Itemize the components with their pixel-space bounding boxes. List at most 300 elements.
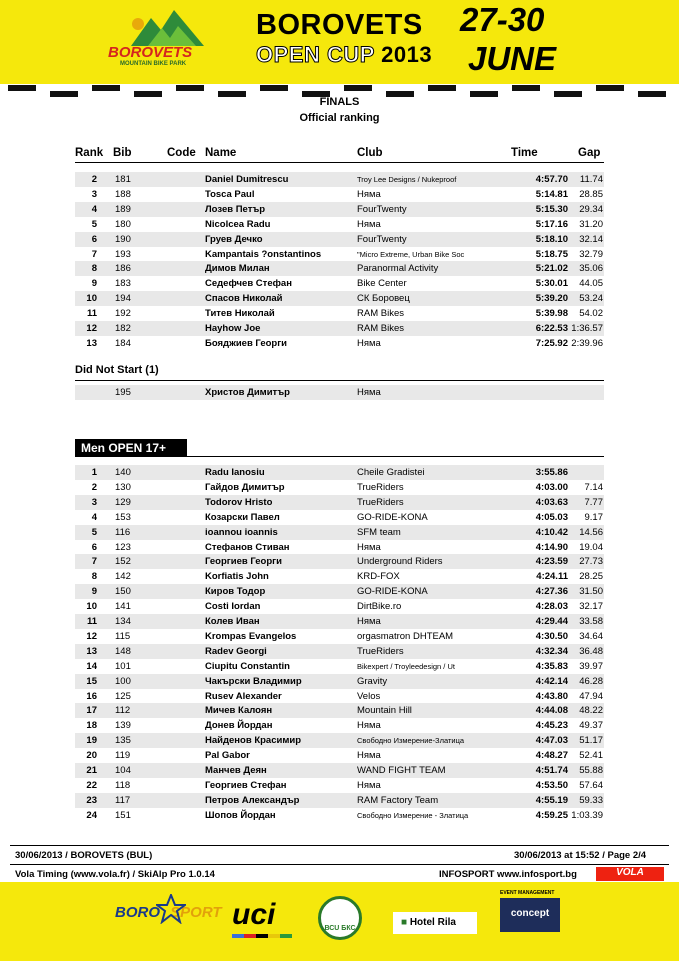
time-cell: 4:29.44	[535, 616, 568, 627]
club-cell: Няма	[357, 218, 381, 230]
rank-cell: 3	[91, 496, 97, 508]
time-cell: 5:17.16	[535, 218, 568, 230]
header-banner	[0, 0, 679, 84]
name-cell: Георгиев Стефан	[205, 779, 287, 791]
club-cell: Няма	[357, 541, 381, 553]
table-row	[75, 569, 604, 584]
time-cell: 5:14.81	[535, 188, 568, 200]
name-cell: Krompas Evangelos	[205, 630, 297, 642]
bib-cell: 148	[115, 645, 131, 657]
name-cell: Колев Иван	[205, 616, 260, 627]
footer-left: 30/06/2013 / BOROVETS (BUL)	[15, 850, 153, 861]
time-cell: 4:43.80	[535, 690, 568, 702]
table-row	[75, 306, 604, 321]
name-cell: Лозев Петър	[205, 203, 266, 215]
time-cell: 4:48.27	[535, 750, 568, 762]
bib-cell: 193	[115, 248, 131, 260]
name-cell: Донев Йордан	[205, 720, 273, 732]
event-subtitle: OPEN CUP 2013	[256, 42, 433, 67]
rank-cell: 5	[91, 218, 97, 230]
gap-cell: 27.73	[579, 556, 603, 568]
rank-cell: 18	[86, 720, 97, 732]
rank-cell: 23	[86, 794, 97, 806]
club-cell: Свободно Измерение-Златица	[357, 736, 465, 746]
name-cell: Георгиев Георги	[205, 556, 282, 568]
rank-cell: 7	[91, 556, 97, 568]
time-cell: 4:45.23	[535, 720, 568, 732]
time-cell: 6:22.53	[535, 323, 568, 334]
event-mgmt-label: EVENT MANAGEMENT	[500, 890, 555, 896]
club-cell: WAND FIGHT TEAM	[357, 765, 446, 776]
rank-cell: 6	[91, 233, 97, 245]
gap-cell: 14.56	[579, 526, 603, 538]
table-row	[75, 510, 604, 525]
logo-brand: BOROVETS	[108, 44, 193, 61]
gap-cell: 31.20	[579, 218, 603, 230]
col-bib: Bib	[113, 147, 132, 159]
name-cell: Титев Николай	[205, 308, 275, 320]
table-row	[75, 644, 604, 659]
boro-sport-logo: BORO SPORT	[115, 904, 222, 921]
rank-cell: 20	[86, 750, 97, 762]
table-row	[75, 763, 604, 778]
club-cell: RAM Bikes	[357, 323, 404, 334]
rank-cell: 4	[91, 203, 97, 215]
name-cell: Седефчев Стефан	[205, 278, 292, 290]
club-cell: Няма	[357, 337, 381, 349]
club-cell: FourTwenty	[357, 203, 407, 215]
name-cell: Мичев Калоян	[205, 705, 273, 717]
club-cell: Няма	[357, 750, 381, 762]
gap-cell: 19.04	[579, 541, 603, 553]
time-cell: 5:18.75	[535, 248, 568, 260]
doc-subheading: Official ranking	[299, 112, 380, 124]
table-row	[75, 540, 604, 555]
name-cell: Христов Димитър	[205, 387, 290, 398]
rank-cell: 11	[86, 308, 97, 320]
col-gap: Gap	[578, 147, 601, 159]
gap-cell: 51.17	[579, 735, 603, 747]
table-row	[75, 689, 604, 704]
gap-cell: 32.14	[579, 233, 603, 245]
name-cell: Rusev Alexander	[205, 690, 282, 702]
bib-cell: 189	[115, 203, 131, 215]
name-cell: Груев Дечко	[205, 233, 263, 245]
sponsor-band	[0, 882, 679, 961]
table-row	[75, 480, 604, 495]
concept-logo: concept	[500, 898, 560, 932]
club-cell: GO-RIDE-KONA	[357, 586, 428, 598]
table-row	[75, 659, 604, 674]
time-cell: 4:42.14	[535, 675, 568, 687]
rank-cell: 12	[86, 323, 97, 334]
name-cell: Korfiatis John	[205, 571, 269, 583]
name-cell: Козарски Павел	[205, 511, 280, 523]
bib-cell: 151	[115, 809, 131, 821]
table-row	[75, 202, 604, 217]
bib-cell: 140	[115, 467, 131, 478]
name-cell: Kampantais ?onstantinos	[205, 248, 322, 260]
table-row	[75, 584, 604, 599]
rank-cell: 6	[91, 541, 97, 553]
uci-logo: uci	[232, 898, 276, 931]
club-cell: orgasmatron DHTEAM	[357, 630, 454, 642]
bib-cell: 194	[115, 293, 131, 305]
bib-cell: 186	[115, 263, 131, 275]
time-cell: 4:03.00	[535, 481, 568, 493]
rank-cell: 8	[91, 571, 97, 583]
club-cell: FourTwenty	[357, 233, 407, 245]
table-row	[75, 808, 604, 823]
bsu-logo: ВСU БКС	[318, 896, 362, 940]
footer-rule-2	[10, 864, 669, 865]
time-cell: 4:53.50	[535, 779, 568, 791]
club-cell: SFM team	[357, 526, 401, 538]
category-rule	[75, 456, 604, 457]
club-cell: СК Боровец	[357, 293, 410, 305]
gap-cell: 53.24	[579, 293, 603, 305]
name-cell: Costi Iordan	[205, 601, 261, 613]
table-row	[75, 217, 604, 232]
time-cell: 7:25.92	[535, 337, 568, 349]
col-rank: Rank	[75, 147, 104, 159]
time-cell: 4:14.90	[535, 541, 568, 553]
gap-cell: 47.94	[579, 690, 603, 702]
bib-cell: 119	[115, 750, 131, 762]
bib-cell: 150	[115, 586, 131, 598]
time-cell: 4:24.11	[536, 571, 568, 583]
rank-cell: 13	[86, 645, 97, 657]
rank-cell: 8	[91, 263, 97, 275]
bib-cell: 195	[115, 387, 131, 398]
table-row	[75, 465, 604, 480]
gap-cell: 32.17	[579, 601, 603, 613]
dash-segment	[8, 85, 36, 91]
table-row	[75, 599, 604, 614]
bib-cell: 139	[115, 720, 131, 732]
gap-cell: 2:39.96	[571, 337, 603, 349]
gap-cell: 29.34	[579, 203, 603, 215]
name-cell: Шопов Йордан	[205, 809, 276, 821]
time-cell: 4:28.03	[535, 601, 568, 613]
rank-cell: 21	[86, 765, 97, 776]
event-month: JUNE	[468, 40, 557, 77]
time-cell: 4:44.08	[535, 705, 568, 717]
club-cell: Свободно Измерение - Златица	[357, 810, 469, 820]
dns-label: Did Not Start (1)	[75, 364, 159, 376]
club-cell: "Micro Extreme, Urban Bike Soc	[357, 249, 465, 259]
table-row	[75, 733, 604, 748]
rank-cell: 1	[91, 467, 97, 478]
star-icon	[156, 894, 186, 924]
name-cell: Димов Милан	[205, 263, 270, 275]
infosport-credit: INFOSPORT www.infosport.bg	[439, 869, 577, 880]
name-cell: Киров Тодор	[205, 586, 266, 598]
name-cell: Tosca Paul	[205, 188, 255, 200]
table-row	[75, 703, 604, 718]
table-row	[75, 674, 604, 689]
gap-cell: 54.02	[579, 308, 603, 320]
time-cell: 5:21.02	[535, 263, 568, 275]
bib-cell: 134	[115, 616, 131, 627]
dash-segment	[92, 85, 120, 91]
rank-cell: 5	[91, 526, 97, 538]
club-cell: Bikexpert / Troyleedesign / Ut	[357, 661, 455, 671]
gap-cell: 7.77	[584, 496, 603, 508]
name-cell: Найденов Красимир	[205, 735, 301, 747]
time-cell: 4:32.34	[535, 645, 568, 657]
club-cell: RAM Bikes	[357, 308, 404, 320]
gap-cell: 7.14	[584, 481, 603, 493]
name-cell: Hayhow Joe	[205, 323, 261, 334]
rank-cell: 24	[86, 809, 97, 821]
club-cell: TrueRiders	[357, 645, 404, 657]
col-time: Time	[511, 147, 538, 159]
club-cell: Няма	[357, 779, 381, 791]
col-code: Code	[167, 147, 196, 159]
gap-cell: 55.88	[579, 765, 603, 776]
dash-segment	[428, 85, 456, 91]
rank-cell: 15	[86, 675, 97, 687]
club-cell: Velos	[357, 690, 381, 702]
bib-cell: 104	[115, 765, 131, 776]
bib-cell: 117	[115, 794, 131, 806]
gap-cell: 59.33	[579, 794, 603, 806]
bib-cell: 153	[115, 511, 131, 523]
table-row	[75, 336, 604, 351]
name-cell: Radev Georgi	[205, 645, 267, 657]
name-cell: Ciupitu Constantin	[205, 660, 290, 672]
gap-cell: 9.17	[584, 511, 603, 523]
category-label: Men OPEN 17+	[75, 439, 187, 457]
rank-cell: 7	[91, 248, 97, 260]
bib-cell: 101	[115, 660, 131, 672]
time-cell: 5:39.98	[535, 308, 568, 320]
event-dates: 27-30	[460, 1, 545, 38]
time-cell: 4:35.83	[535, 660, 568, 672]
name-cell: Todorov Hristo	[205, 496, 273, 508]
table-row	[75, 187, 604, 202]
rank-cell: 2	[91, 481, 97, 493]
club-cell: Gravity	[357, 675, 388, 687]
name-cell: Чакърски Владимир	[205, 675, 302, 687]
club-cell: DirtBike.ro	[357, 601, 402, 613]
bib-cell: 125	[115, 690, 131, 702]
dash-segment	[260, 85, 288, 91]
name-cell: Pal Gabor	[205, 750, 250, 762]
club-cell: Troy Lee Designs / Nukeproof	[357, 175, 457, 184]
dns-rule	[75, 380, 604, 381]
gap-cell: 33.58	[579, 616, 603, 627]
table-row	[75, 276, 604, 291]
gap-cell: 52.41	[579, 750, 603, 762]
rank-cell: 11	[86, 616, 97, 627]
gap-cell: 46.28	[579, 675, 603, 687]
name-cell: Nicolcea Radu	[205, 218, 271, 230]
bib-cell: 181	[115, 174, 131, 185]
bib-cell: 182	[115, 323, 131, 334]
table-row	[75, 291, 604, 306]
table-row	[75, 748, 604, 763]
uci-stripes	[232, 934, 292, 938]
time-cell: 4:27.36	[535, 586, 568, 598]
bib-cell: 188	[115, 188, 131, 200]
bib-cell: 115	[115, 630, 131, 642]
bib-cell: 142	[115, 571, 131, 583]
gap-cell: 48.22	[579, 705, 603, 717]
club-cell: Няма	[357, 188, 381, 200]
name-cell: Стефанов Стиван	[205, 541, 290, 553]
table-row	[75, 718, 604, 733]
time-cell: 4:51.74	[535, 765, 568, 776]
rank-cell: 9	[91, 278, 97, 290]
table-row	[75, 232, 604, 247]
doc-heading: FINALS	[319, 96, 360, 108]
gap-cell: 36.48	[579, 645, 603, 657]
dash-segment	[512, 85, 540, 91]
club-cell: Bike Center	[357, 278, 407, 290]
time-cell: 4:03.63	[535, 496, 568, 508]
time-cell: 4:10.42	[535, 526, 568, 538]
gap-cell: 32.79	[579, 248, 603, 260]
event-title: BOROVETS	[256, 9, 423, 41]
table-row	[75, 247, 604, 262]
bib-cell: 190	[115, 233, 131, 245]
club-cell: TrueRiders	[357, 481, 404, 493]
gap-cell: 28.85	[579, 188, 603, 200]
table-row	[75, 629, 604, 644]
bib-cell: 130	[115, 481, 131, 493]
gap-cell: 31.50	[579, 586, 603, 598]
club-cell: GO-RIDE-KONA	[357, 511, 428, 523]
time-cell: 4:30.50	[535, 630, 568, 642]
dash-segment	[176, 85, 204, 91]
logo-sub: MOUNTAIN BIKE PARK	[120, 61, 187, 67]
bib-cell: 118	[115, 779, 131, 791]
bib-cell: 123	[115, 541, 131, 553]
gap-cell: 39.97	[579, 660, 603, 672]
time-cell: 4:47.03	[535, 735, 568, 747]
hotel-rila-logo: ■ Hotel Rila	[393, 912, 477, 934]
table-row	[75, 321, 604, 336]
time-cell: 5:18.10	[535, 233, 568, 245]
name-cell: Гайдов Димитър	[205, 481, 285, 493]
table-row	[75, 554, 604, 569]
table-row	[75, 778, 604, 793]
table-row	[75, 495, 604, 510]
gap-cell: 1:03.39	[571, 809, 603, 821]
gap-cell: 34.64	[579, 630, 603, 642]
club-cell: Mountain Hill	[357, 705, 412, 717]
bib-cell: 112	[115, 705, 131, 717]
time-cell: 5:15.30	[535, 203, 568, 215]
time-cell: 5:30.01	[535, 278, 568, 290]
rank-cell: 3	[91, 188, 97, 200]
col-name: Name	[205, 147, 237, 159]
bib-cell: 184	[115, 337, 131, 349]
bib-cell: 180	[115, 218, 131, 230]
dash-segment	[596, 85, 624, 91]
name-cell: Бояджиев Георги	[205, 337, 288, 349]
time-cell: 5:39.20	[535, 293, 568, 305]
club-cell: TrueRiders	[357, 496, 404, 508]
rank-cell: 19	[86, 735, 97, 747]
gap-cell: 11.74	[579, 174, 603, 185]
name-cell: Daniel Dumitrescu	[205, 174, 289, 185]
gap-cell: 57.64	[579, 779, 603, 791]
mountain-logo-icon	[126, 8, 206, 48]
club-cell: Няма	[357, 616, 381, 627]
time-cell: 3:55.86	[535, 467, 568, 478]
name-cell: ioannou ioannis	[205, 526, 278, 538]
club-cell: Няма	[357, 720, 381, 732]
bib-cell: 135	[115, 735, 131, 747]
time-cell: 4:05.03	[535, 511, 568, 523]
vola-logo: VOLA	[596, 867, 664, 881]
rank-cell: 2	[91, 174, 97, 185]
rank-cell: 10	[86, 293, 97, 305]
club-cell: Няма	[357, 387, 381, 398]
club-cell: Underground Riders	[357, 556, 443, 568]
rank-cell: 10	[86, 601, 97, 613]
rank-cell: 22	[86, 779, 97, 791]
rank-cell: 4	[91, 511, 97, 523]
club-cell: Cheile Gradistei	[357, 467, 425, 478]
rank-cell: 16	[86, 690, 97, 702]
gap-cell: 44.05	[579, 278, 603, 290]
time-cell: 4:59.25	[535, 809, 568, 821]
bib-cell: 192	[115, 308, 131, 320]
rank-cell: 17	[86, 705, 97, 717]
time-cell: 4:57.70	[535, 174, 568, 185]
bib-cell: 100	[115, 675, 131, 687]
table-row	[75, 385, 604, 400]
bib-cell: 183	[115, 278, 131, 290]
col-club: Club	[357, 147, 383, 159]
club-cell: KRD-FOX	[357, 571, 400, 583]
timing-credit: Vola Timing (www.vola.fr) / SkiAlp Pro 1.0.14	[15, 869, 215, 880]
name-cell: Петров Александър	[205, 794, 300, 806]
rank-cell: 13	[86, 337, 97, 349]
gap-cell: 28.25	[579, 571, 603, 583]
footer-rule	[10, 845, 669, 846]
bib-cell: 141	[115, 601, 131, 613]
table-row	[75, 525, 604, 540]
gap-cell: 49.37	[579, 720, 603, 732]
header-rule	[75, 162, 604, 163]
club-cell: Paranormal Activity	[357, 263, 439, 275]
rank-cell: 12	[86, 630, 97, 642]
name-cell: Спасов Николай	[205, 293, 283, 305]
dash-segment	[344, 85, 372, 91]
time-cell: 4:55.19	[535, 794, 568, 806]
table-row	[75, 172, 604, 187]
club-cell: RAM Factory Team	[357, 794, 439, 806]
bib-cell: 152	[115, 556, 131, 568]
borovets-logo	[108, 8, 208, 70]
footer-right: 30/06/2013 at 15:52 / Page 2/4	[514, 850, 647, 861]
rank-cell: 14	[86, 660, 97, 672]
bib-cell: 129	[115, 496, 131, 508]
rank-cell: 9	[91, 586, 97, 598]
gap-cell: 1:36.57	[571, 323, 603, 334]
name-cell: Манчев Деян	[205, 765, 267, 776]
gap-cell: 35.06	[579, 263, 603, 275]
table-row	[75, 261, 604, 276]
bib-cell: 116	[115, 526, 131, 538]
name-cell: Radu Ianosiu	[205, 467, 265, 478]
table-row	[75, 614, 604, 629]
